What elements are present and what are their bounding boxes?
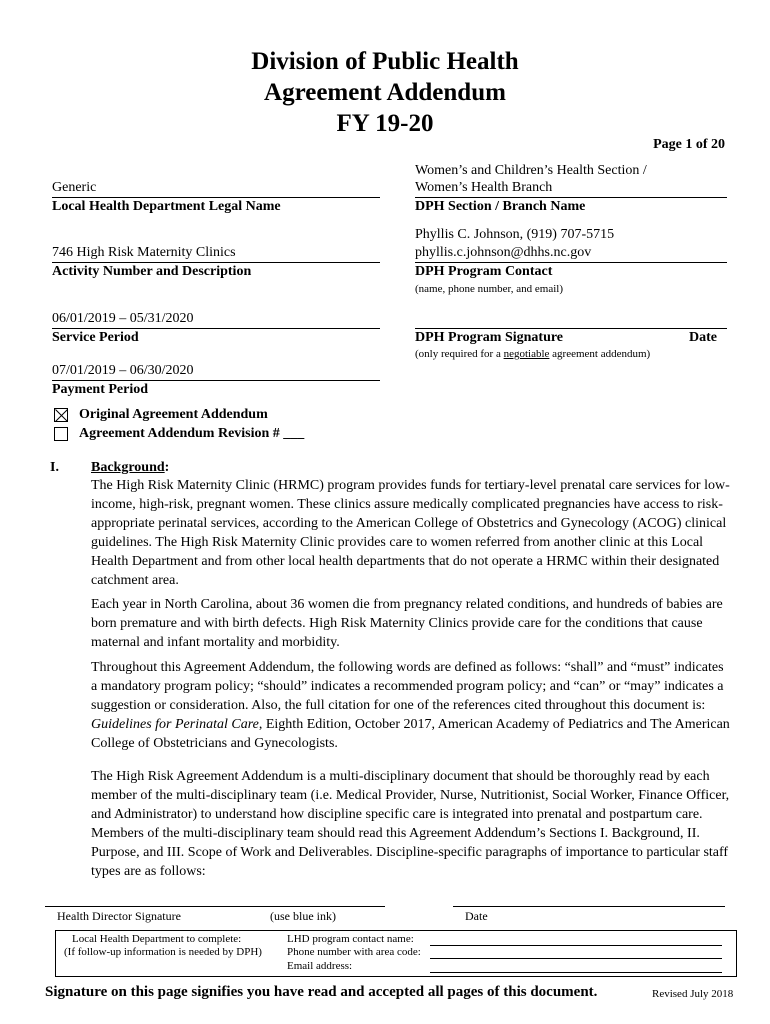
lhd-name-label: Local Health Department Legal Name: [52, 199, 281, 214]
contact-name-label: LHD program contact name:: [287, 933, 414, 945]
document-title-line3: FY 19-20: [336, 110, 434, 137]
blue-ink-label: (use blue ink): [270, 909, 336, 923]
phone-field[interactable]: [430, 958, 722, 959]
revision-addendum-label: Agreement Addendum Revision # ___: [79, 426, 305, 441]
document-title-line2: Agreement Addendum: [264, 79, 506, 106]
service-period-value: 06/01/2019 – 05/31/2020: [52, 311, 194, 326]
lhd-complete-line1: Local Health Department to complete:: [72, 933, 242, 945]
section-value-line1: Women’s and Children’s Health Section /: [415, 163, 647, 178]
lhd-complete-line2: (If follow-up information is needed by DPH): [64, 946, 262, 958]
revised-date: Revised July 2018: [652, 988, 734, 1000]
activity-label: Activity Number and Description: [52, 264, 252, 279]
section-numeral: I.: [50, 460, 59, 475]
document-title-line1: Division of Public Health: [251, 48, 519, 75]
email-label: Email address:: [287, 960, 353, 972]
section-line: [415, 197, 727, 198]
payment-period-value: 07/01/2019 – 06/30/2020: [52, 363, 194, 378]
contact-note: (name, phone number, and email): [415, 283, 564, 295]
section-label: DPH Section / Branch Name: [415, 199, 586, 214]
contact-value-line2: phyllis.c.johnson@dhhs.nc.gov: [415, 245, 592, 260]
background-paragraph-1: The High Risk Maternity Clinic (HRMC) program provides funds for tertiary-level prenatal care services for low-income, high-risk, pregnant women. These clinics assure medically complicated pregnancies have access to risk-appropriate perinatal services, according to the American College of Obstetrics and Gynecology (ACOG) clinical guidelines. The High Risk Maternity Clinic provides care to women referred from another clinic at this Local Health Department and from other local health departments that do not operate a HRMC within their designated catchment area.: [91, 478, 730, 588]
payment-period-label: Payment Period: [52, 382, 149, 397]
contact-label: DPH Program Contact: [415, 264, 553, 279]
payment-period-line: [52, 380, 380, 381]
background-paragraph-2: Each year in North Carolina, about 36 women die from pregnancy related conditions, and hundreds of babies are born premature and with birth defects. High Risk Maternity Clinics provide care for the conditions that cause maternal and infant mortality and morbidity.: [91, 597, 723, 650]
original-addendum-label: Original Agreement Addendum: [79, 407, 268, 422]
signature-statement: Signature on this page signifies you have read and accepted all pages of this document.: [45, 984, 598, 1000]
service-period-line: [52, 328, 380, 329]
lhd-name-line: [52, 197, 380, 198]
signature-line: [415, 328, 727, 329]
background-paragraph-4: The High Risk Agreement Addendum is a multi-disciplinary document that should be thoroughly read by each member of the multi-disciplinary team (i.e. Medical Provider, Nurse, Nutritionist, Social Worker, Finance Officer, and Administrator) to understand how discipline specific care is integrated into prenatal and postpartum care. Members of the multi-disciplinary team should read this Agreement Addendum’s Sections I. Background, II. Purpose, and III. Scope of Work and Deliverables. Discipline-specific paragraphs of importance to particular staff types are as follows:: [91, 769, 730, 879]
contact-value-line1: Phyllis C. Johnson, (919) 707-5715: [415, 227, 615, 242]
section-heading: Background:: [91, 460, 170, 475]
contact-line: [415, 262, 727, 263]
signature-note: (only required for a negotiable agreement addendum): [415, 348, 651, 360]
lhd-name-value: Generic: [52, 180, 97, 195]
original-addendum-checkbox[interactable]: [54, 408, 68, 422]
revision-addendum-checkbox[interactable]: [54, 427, 68, 441]
health-director-date-line: [453, 906, 725, 907]
service-period-label: Service Period: [52, 330, 139, 345]
phone-label: Phone number with area code:: [287, 946, 421, 958]
email-field[interactable]: [430, 972, 722, 973]
health-director-label: Health Director Signature: [57, 909, 181, 923]
background-paragraph-3: Throughout this Agreement Addendum, the following words are defined as follows: “shall” and “must” indicates a mandatory program policy; “should” indicates a recommended program policy; and “can” or “may” indicates a suggestion or consideration. Also, the full citation for one of the references cited throughout this document is: Guidelines for Perinatal Care, Eighth Edition, October 2017, American Academy of Pediatrics and The American College of Obstetricians and Gynecologists.: [91, 660, 730, 751]
activity-line: [52, 262, 380, 263]
signature-label: DPH Program Signature: [415, 330, 564, 345]
activity-value: 746 High Risk Maternity Clinics: [52, 245, 236, 260]
footer-date-label: Date: [465, 909, 488, 923]
health-director-signature-line: [45, 906, 385, 907]
contact-name-field[interactable]: [430, 945, 722, 946]
signature-date-label: Date: [689, 330, 717, 345]
lhd-contact-box: [55, 930, 737, 977]
page-number: Page 1 of 20: [653, 137, 725, 152]
section-value-line2: Women’s Health Branch: [415, 180, 553, 195]
